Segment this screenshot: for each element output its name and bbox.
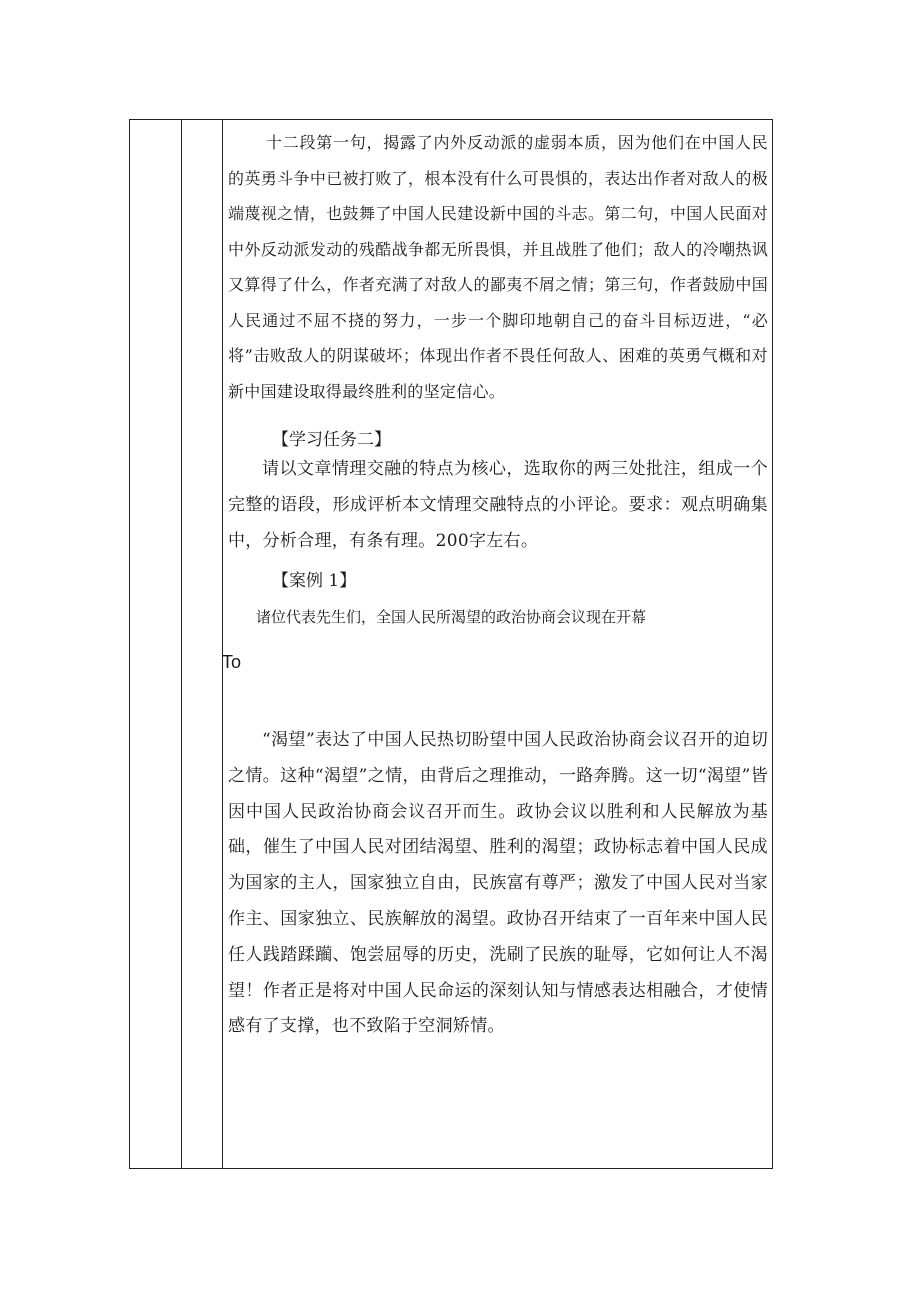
column-divider	[181, 120, 182, 1168]
case-analysis: “渴望”表达了中国人民热切盼望中国人民政治协商会议召开的迫切之情。这种“渴望”之情，由背后之理推动，一路奔腾。这一切“渴望”皆因中国人民政治协商会议召开而生。政协会议以胜利和人民解放为基础，催生了中国人民对团结渴望、胜利的渴望；政协标志着中国人民成为国家的主人，国家独立自由，民族富有尊严；激发了中国人民对当家作主、国家独立、民族解放的渴望。政协召开结束了一百年来中国人民任人践踏蹂躏、饱尝屈辱的历史，洗刷了民族的耻辱，它如何让人不渴望！作者正是将对中国人民命运的深刻认知与情感表达相融合，才使情感有了支撑，也不致陷于空洞矫情。	[228, 730, 768, 1037]
column-divider	[222, 120, 223, 1168]
case-heading: 【案例 1】	[272, 571, 357, 591]
task-heading: 【学习任务二】	[272, 430, 391, 450]
analysis-paragraph: 十二段第一句，揭露了内外反动派的虚弱本质，因为他们在中国人民的英勇斗争中已被打败了，根本没有什么可畏惧的，表达出作者对敌人的极端蔑视之情，也鼓舞了中国人民建设新中国的斗志。第二句，中国人民面对中外反动派发动的残酷战争都无所畏惧，并且战胜了他们；敌人的冷嘲热讽又算得了什么，作者充满了对敌人的鄙夷不屑之情；第三句，作者鼓励中国人民通过不屈不挠的努力，一步一个脚印地朝自己的奋斗目标迈进，“必将”击败敌人的阴谋破坏；体现出作者不畏任何敌人、困难的英勇气概和对新中国建设取得最终胜利的坚定信心。	[228, 133, 768, 401]
case-quote: 诸位代表先生们，全国人民所渴望的政治协商会议现在开幕	[256, 608, 647, 626]
task-text: 请以文章情理交融的特点为核心，选取你的两三处批注，组成一个完整的语段，形成评析本文情理交融特点的小评论。要求：观点明确集中，分析合理，有条有理。200字左右。	[228, 459, 768, 551]
to-label: To	[222, 652, 242, 672]
